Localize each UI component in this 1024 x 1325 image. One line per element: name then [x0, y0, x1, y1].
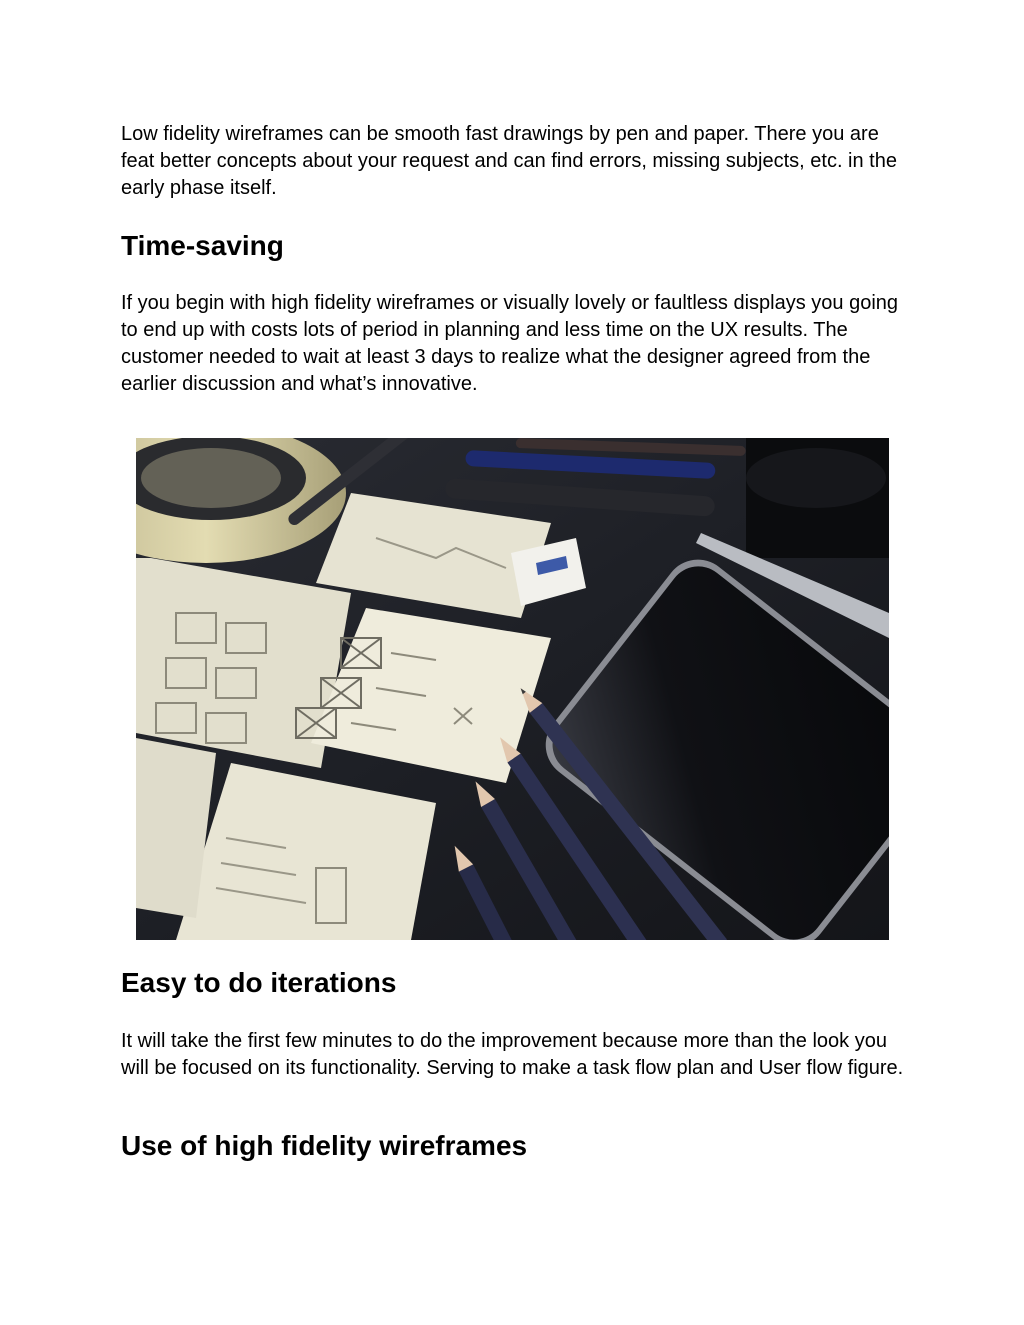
iterations-paragraph: It will take the first few minutes to do the improvement because more than the look you will be focused on its functionality. Serving to make a task flow plan and User flow figure.: [121, 1030, 904, 1079]
wireframe-desk-photo: [136, 438, 889, 940]
intro-paragraph: Low fidelity wireframes can be smooth fast drawings by pen and paper. There you are feat better concepts about your request and can find errors, missing subjects, etc. in the early phase itself.: [121, 123, 897, 199]
time-saving-heading: Time-saving: [121, 230, 284, 261]
high-fidelity-heading: Use of high fidelity wireframes: [121, 1130, 528, 1161]
desk-photo-illustration: [136, 438, 889, 940]
dark-mug: [746, 438, 889, 558]
time-saving-paragraph: If you begin with high fidelity wireframes or visually lovely or faultless displays you going to end up with costs lots of period in planning and less time on the UX results. The customer needed to wait at least 3 days to realize what the designer agreed from the earlier discussion and what’s innovative.: [121, 292, 899, 395]
iterations-heading: Easy to do iterations: [121, 967, 397, 998]
